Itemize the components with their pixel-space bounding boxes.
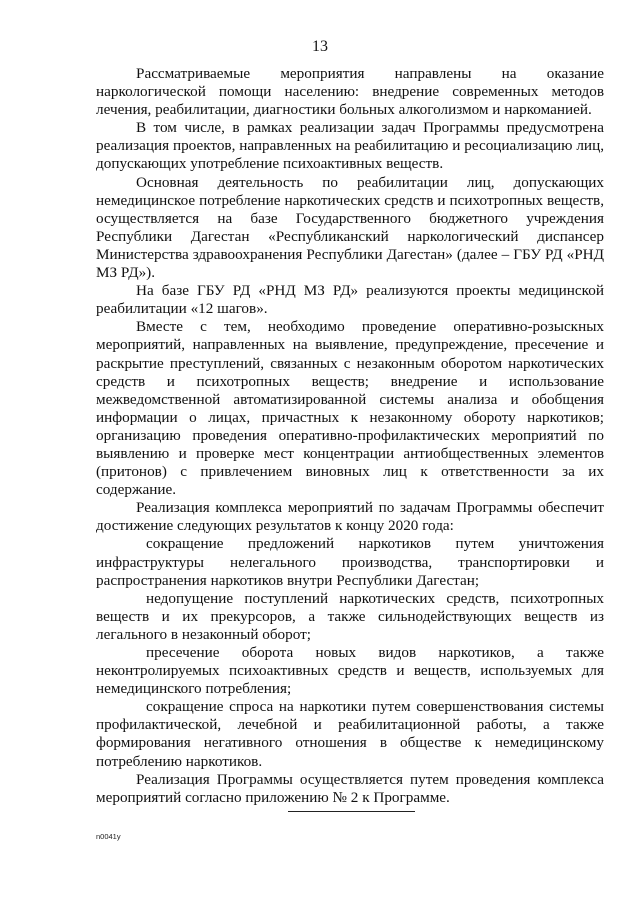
paragraph-main-activity: Основная деятельность по реабилитации лиц, допускающих немедицинское потребление наркотических средств и психотропных веществ, осуществляется на базе Государственного бюджетного учреждения Республики Дагестан «Республиканский наркологический диспансер Министерства здравоохранения Республики Дагестан» (далее – ГБУ РД «РНД МЗ РД»).	[96, 173, 604, 282]
paragraph-12-steps: На базе ГБУ РД «РНД МЗ РД» реализуются проекты медицинской реабилитации «12 шагов».	[96, 282, 604, 318]
paragraph-measures-aim: Рассматриваемые мероприятия направлены на оказание наркологической помощи населению: внедрение современных методов лечения, реабилитации, диагностики больных алкоголизмом и наркоманией.	[96, 65, 604, 119]
paragraph-program-implementation: Реализация Программы осуществляется путем проведения комплекса мероприятий согласно приложению № 2 к Программе.	[96, 770, 604, 806]
result-item-suppress-new-drugs: пресечение оборота новых видов наркотиков, а также неконтролируемых психоактивных средств и веществ, используемых для немедицинского потребления;	[96, 644, 604, 698]
document-body	[96, 65, 604, 807]
result-item-supply-reduction: сокращение предложений наркотиков путем уничтожения инфраструктуры нелегального производства, транспортировки и распространения наркотиков внутри Республики Дагестан;	[96, 535, 604, 589]
footer-divider-line	[288, 811, 415, 812]
result-item-prevent-diversion: недопущение поступлений наркотических средств, психотропных веществ и их прекурсоров, а также сильнодействующих веществ из легального в незаконный оборот;	[96, 589, 604, 643]
page-number: 13	[312, 38, 328, 55]
footer-document-code: n0041y	[96, 832, 121, 841]
paragraph-operational-measures: Вместе с тем, необходимо проведение оперативно-розыскных мероприятий, направленных на выявление, предупреждение, пресечение и раскрытие преступлений, связанных с незаконным оборотом наркотических средств и психотропных веществ; внедрение и использование межведомственной автоматизированной системы анализа и обобщения информации о лицах, причастных к незаконному обороту наркотиков; организацию проведения оперативно-профилактических мероприятий по выявлению и проверке мест концентрации антиобщественных элементов (притонов) с привлечением виновных лиц к ответственности за их содержание.	[96, 318, 604, 499]
result-item-demand-reduction: сокращение спроса на наркотики путем совершенствования системы профилактической, лечебной и реабилитационной работы, а также формирования негативного отношения в обществе к немедицинскому потреблению наркотиков.	[96, 698, 604, 770]
paragraph-expected-results-intro: Реализация комплекса мероприятий по задачам Программы обеспечит достижение следующих результатов к концу 2020 года:	[96, 499, 604, 535]
paragraph-rehabilitation-projects: В том числе, в рамках реализации задач Программы предусмотрена реализация проектов, направленных на реабилитацию и ресоциализацию лиц, допускающих употребление психоактивных веществ.	[96, 119, 604, 173]
